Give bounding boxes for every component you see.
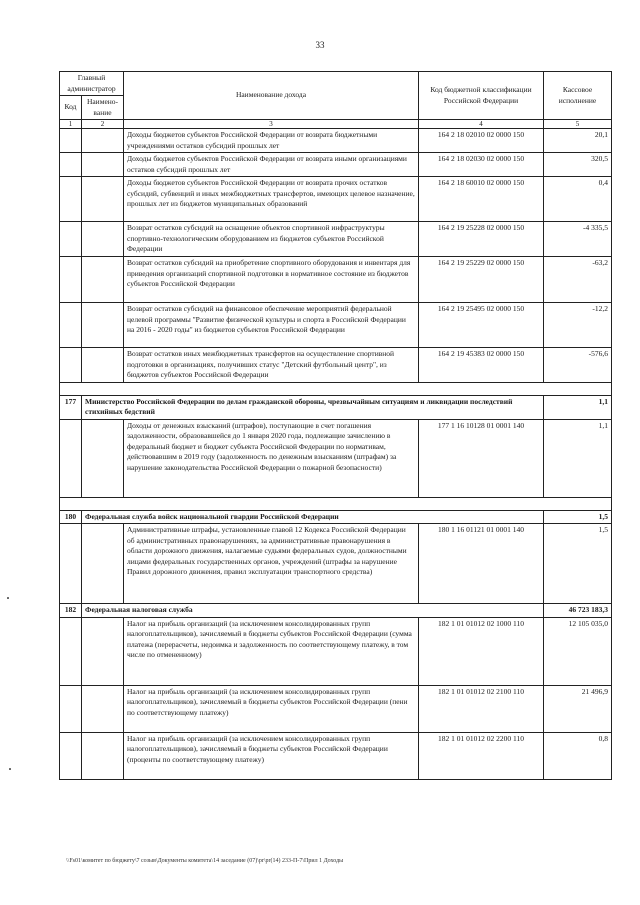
header-income-name: Наименование дохода bbox=[124, 72, 419, 120]
administrator-row bbox=[60, 510, 612, 524]
table-row bbox=[60, 524, 612, 604]
table-row bbox=[60, 617, 612, 685]
amount: 320,5 bbox=[544, 153, 612, 177]
income-name: Налог на прибыль организаций (за исключением консолидированных групп налогоплательщиков), зачисляемый в бюджеты субъектов Российской Федерации (сумма платежа (перерасчеты, недоимка и задолженность по соответствующему платежу, в том числе по отмененному) bbox=[124, 617, 419, 685]
income-name: Налог на прибыль организаций (за исключением консолидированных групп налогоплательщиков), зачисляемый в бюджеты субъектов Российской Федерации (пени по соответствующему платежу) bbox=[124, 685, 419, 732]
income-name: Доходы бюджетов субъектов Российской Федерации от возврата прочих остатков субсидий, субвенций и иных межбюджетных трансфертов, имеющих целевое назначение, прошлых лет из бюджетов муниципальных образований bbox=[124, 177, 419, 222]
admin-name: Федеральная служба войск национальной гвардии Российской Федерации bbox=[82, 510, 544, 524]
empty-name-cell bbox=[82, 617, 124, 685]
header-main-admin: Главный администратор bbox=[60, 72, 124, 96]
empty-code-cell bbox=[60, 129, 82, 153]
amount: 0,4 bbox=[544, 177, 612, 222]
income-name: Возврат остатков субсидий на оснащение объектов спортивной инфраструктуры спортивно-технологическим оборудованием из бюджетов субъектов Российской Федерации bbox=[124, 222, 419, 257]
empty-code-cell bbox=[60, 222, 82, 257]
empty-name-cell bbox=[82, 524, 124, 604]
table-row bbox=[60, 129, 612, 153]
administrator-row bbox=[60, 604, 612, 618]
empty-name-cell bbox=[82, 685, 124, 732]
amount: 1,5 bbox=[544, 524, 612, 604]
empty-code-cell bbox=[60, 419, 82, 497]
income-name: Доходы бюджетов субъектов Российской Федерации от возврата бюджетными учреждениями остатков субсидий прошлых лет bbox=[124, 129, 419, 153]
spacer-cell bbox=[60, 497, 612, 510]
col-number-5: 5 bbox=[544, 120, 612, 129]
amount: 0,8 bbox=[544, 732, 612, 779]
empty-code-cell bbox=[60, 303, 82, 348]
empty-code-cell bbox=[60, 732, 82, 779]
table-row bbox=[60, 348, 612, 383]
budget-code: 177 1 16 10128 01 0001 140 bbox=[419, 419, 544, 497]
empty-name-cell bbox=[82, 177, 124, 222]
admin-code: 177 bbox=[60, 395, 82, 419]
table-row bbox=[60, 685, 612, 732]
income-name: Возврат остатков субсидий на финансовое обеспечение мероприятий федеральной целевой программы "Развитие физической культуры и спорта в Российской Федерации на 2016 - 2020 годы" из бюджетов субъектов Российской Федерации bbox=[124, 303, 419, 348]
empty-code-cell bbox=[60, 177, 82, 222]
empty-name-cell bbox=[82, 419, 124, 497]
header-cash-execution: Кассовое исполнение bbox=[544, 72, 612, 120]
table-row bbox=[60, 732, 612, 779]
spacer-cell bbox=[60, 382, 612, 395]
empty-code-cell bbox=[60, 348, 82, 383]
empty-name-cell bbox=[82, 153, 124, 177]
page-number: 33 bbox=[315, 40, 325, 50]
table-row bbox=[60, 177, 612, 222]
header-budget-code: Код бюджетной классификации Российской Федерации bbox=[419, 72, 544, 120]
empty-name-cell bbox=[82, 348, 124, 383]
empty-code-cell bbox=[60, 257, 82, 303]
spacer-row bbox=[60, 497, 612, 510]
income-table bbox=[59, 71, 612, 780]
empty-name-cell bbox=[82, 222, 124, 257]
income-name: Доходы бюджетов субъектов Российской Федерации от возврата иными организациями остатков субсидий прошлых лет bbox=[124, 153, 419, 177]
admin-name: Министерство Российской Федерации по делам гражданской обороны, чрезвычайным ситуациям и ликвидации последствий стихийных бедствий bbox=[82, 395, 544, 419]
table-row bbox=[60, 303, 612, 348]
empty-name-cell bbox=[82, 303, 124, 348]
budget-code: 164 2 18 02030 02 0000 150 bbox=[419, 153, 544, 177]
amount: -12,2 bbox=[544, 303, 612, 348]
table-body bbox=[60, 129, 612, 780]
budget-code: 164 2 19 25229 02 0000 150 bbox=[419, 257, 544, 303]
amount: 12 105 035,0 bbox=[544, 617, 612, 685]
budget-code: 164 2 19 25495 02 0000 150 bbox=[419, 303, 544, 348]
income-name: Возврат остатков иных межбюджетных трансфертов на осуществление спортивной подготовки в организациях, получивших статус "Детский футбольный центр", из бюджетов субъектов Российской Федерации bbox=[124, 348, 419, 383]
admin-amount: 46 723 183,3 bbox=[544, 604, 612, 618]
empty-name-cell bbox=[82, 257, 124, 303]
amount: 20,1 bbox=[544, 129, 612, 153]
income-name: Административные штрафы, установленные главой 12 Кодекса Российской Федерации об административных правонарушениях, за административные правонарушения в области дорожного движения, налагаемые судьями федеральных судов, должностными лицами федеральных государственных органов, учреждений (штрафы за нарушение Правил дорожного движения, правил эксплуатации транспортного средства) bbox=[124, 524, 419, 604]
amount: -63,2 bbox=[544, 257, 612, 303]
col-number-2: 2 bbox=[82, 120, 124, 129]
scan-speck bbox=[7, 597, 9, 599]
amount: -576,6 bbox=[544, 348, 612, 383]
income-name: Возврат остатков субсидий на приобретение спортивного оборудования и инвентаря для приведения организаций спортивной подготовки в нормативное состояние из бюджетов субъектов Российской Федерации bbox=[124, 257, 419, 303]
empty-code-cell bbox=[60, 685, 82, 732]
empty-name-cell bbox=[82, 732, 124, 779]
table-header bbox=[60, 72, 612, 129]
income-name: Доходы от денежных взысканий (штрафов), поступающие в счет погашения задолженности, образовавшейся до 1 января 2020 года, подлежащие зачислению в федеральный бюджет и бюджет субъекта Российской Федерации по нормативам, действовавшим в 2019 году (задолженность по денежным взысканиям (штрафам) за нарушение законодательства Российской Федерации о пожарной безопасности) bbox=[124, 419, 419, 497]
admin-amount: 1,1 bbox=[544, 395, 612, 419]
empty-name-cell bbox=[82, 129, 124, 153]
budget-code: 182 1 01 01012 02 2200 110 bbox=[419, 732, 544, 779]
file-path-footer: \\Fs01\комитет по бюджету\7 созыв\Документы комитета\14 заседание (07)\pr\pr(14) 233-П-7\Прил 1 Доходы bbox=[66, 858, 344, 864]
col-number-1: 1 bbox=[60, 120, 82, 129]
table-row bbox=[60, 222, 612, 257]
amount: 21 496,9 bbox=[544, 685, 612, 732]
col-number-3: 3 bbox=[124, 120, 419, 129]
income-name: Налог на прибыль организаций (за исключением консолидированных групп налогоплательщиков), зачисляемый в бюджеты субъектов Российской Федерации (проценты по соответствующему платежу) bbox=[124, 732, 419, 779]
budget-code: 182 1 01 01012 02 1000 110 bbox=[419, 617, 544, 685]
empty-code-cell bbox=[60, 153, 82, 177]
spacer-row bbox=[60, 382, 612, 395]
admin-code: 180 bbox=[60, 510, 82, 524]
header-name-short: Наимено-вание bbox=[82, 96, 124, 120]
table-row bbox=[60, 153, 612, 177]
col-number-4: 4 bbox=[419, 120, 544, 129]
budget-code: 182 1 01 01012 02 2100 110 bbox=[419, 685, 544, 732]
header-code: Код bbox=[60, 96, 82, 120]
empty-code-cell bbox=[60, 524, 82, 604]
admin-code: 182 bbox=[60, 604, 82, 618]
budget-code: 180 1 16 01121 01 0001 140 bbox=[419, 524, 544, 604]
admin-name: Федеральная налоговая служба bbox=[82, 604, 544, 618]
empty-code-cell bbox=[60, 617, 82, 685]
admin-amount: 1,5 bbox=[544, 510, 612, 524]
budget-code: 164 2 18 60010 02 0000 150 bbox=[419, 177, 544, 222]
budget-code: 164 2 18 02010 02 0000 150 bbox=[419, 129, 544, 153]
budget-code: 164 2 19 25228 02 0000 150 bbox=[419, 222, 544, 257]
administrator-row bbox=[60, 395, 612, 419]
amount: 1,1 bbox=[544, 419, 612, 497]
amount: -4 335,5 bbox=[544, 222, 612, 257]
budget-code: 164 2 19 45383 02 0000 150 bbox=[419, 348, 544, 383]
table-row bbox=[60, 257, 612, 303]
scan-speck bbox=[9, 768, 11, 770]
table-row bbox=[60, 419, 612, 497]
